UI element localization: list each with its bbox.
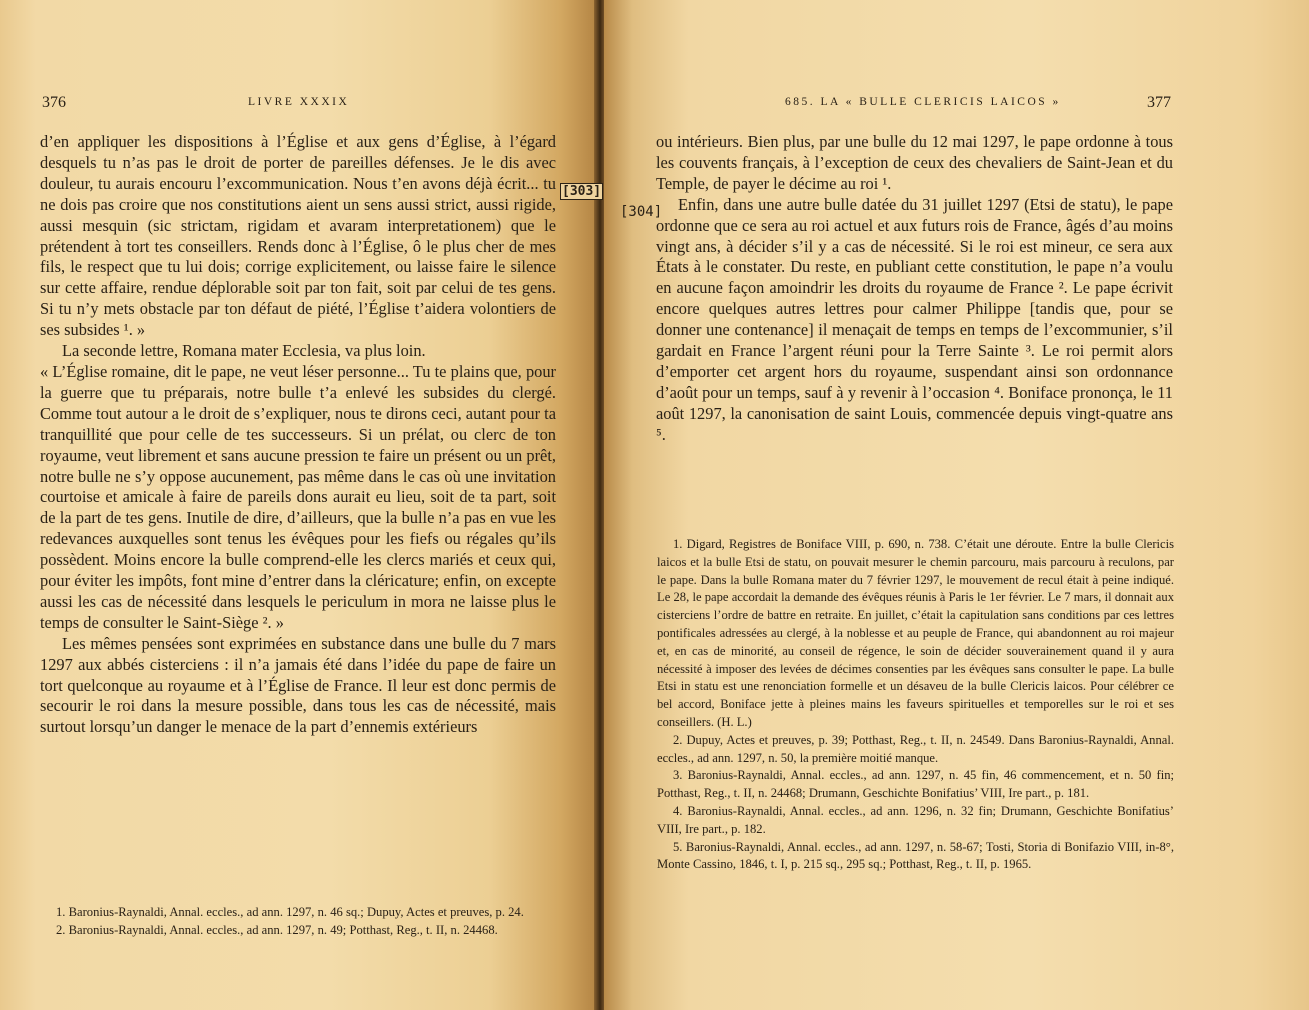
- footnote: 3. Baronius-Raynaldi, Annal. eccles., ad ann. 1297, n. 45 fin, 46 commencement, et n. 50 fin; Potthast, Reg., t. II, n. 24468; Drumann, Geschichte Bonifatius’ VIII, Ire part., p. 181.: [657, 768, 1174, 801]
- footnote: 1. Baronius-Raynaldi, Annal. eccles., ad ann. 1297, n. 46 sq.; Dupuy, Actes et preuves, p. 24.: [56, 905, 524, 919]
- footnote: 1. Digard, Registres de Boniface VIII, p. 690, n. 738. C’était une déroute. Entre la bulle Clericis laicos et la bulle Etsi de statu, on pouvait mesurer le chemin parcouru, mais parcouru à reculons, par le pape. Dans la bulle Romana mater du 7 février 1297, le mouvement de recul était à peine indiqué. Le 28, le pape accordait la demande des évêques réunis à Paris le 1er février. Le 7 mars, il donnait aux cisterciens l’ordre de battre en retraite. En juillet, c’était la capitulation sans conditions par ces lettres pontificales adressées au clergé, à la noblesse et au peuple de France, qui abandonnent au roi majeur et, en cas de minorité, au conseil de régence, le soin de décider souverainement quand il y aura nécessité à imposer des levées de décimes consenties par les évêques sans consulter le pape. La bulle Etsi in statu est une renonciation formelle et un désaveu de la bulle Clericis laicos. Pour célébrer ce bel accord, Boniface jette à pleines mains les faveurs spirituelles et temporelles sur le roi et ses conseillers. (H. L.): [657, 537, 1174, 729]
- footnote: 2. Baronius-Raynaldi, Annal. eccles., ad ann. 1297, n. 49; Potthast, Reg., t. II, n. 24468.: [56, 922, 498, 937]
- margin-marker: [304]: [620, 204, 663, 220]
- paragraph: « L’Église romaine, dit le pape, ne veut léser personne... Tu te plains que, pour la guerre que tu préparais, notre bulle t’a enlevé les subsides du clergé. Comme tout autour a le droit de s’expliquer, nous te dirons ceci, autant pour ta tranquillité que pour celle de tes successeurs. Si un prélat, ou clerc de ton royaume, veut librement et sans aucune pression te faire un présent ou un prêt, notre bulle ne s’y oppose aucunement, pas même dans le cas où une invitation courtoise et amicale à faire de pareils dons aurait eu lieu, soit de ta part, soit de la part de tes gens. Inutile de dire, d’ailleurs, que la bulle n’a pas en vue les redevances auxquelles sont tenus les évêques pour les fiefs ou régales qu’ils possèdent. Moins encore la bulle comprend-elle les clercs mariés et ceux qui, pour éviter les impôts, font mine d’entrer dans la cléricature; enfin, on excepte aussi les cas de nécessité dans lesquels le periculum in mora ne laisse plus le temps de consulter le Saint-Siège ². »: [40, 361, 556, 632]
- margin-marker: [303]: [562, 184, 602, 199]
- paragraph: La seconde lettre, Romana mater Ecclesia, va plus loin.: [62, 341, 426, 361]
- paragraph: d’en appliquer les dispositions à l’Église et aux gens d’Église, à l’égard desquels tu n’as pas le droit de porter de pareilles défenses. Je le dis avec douleur, tu aurais encouru l’excommunication. Nous t’en avons déjà écrit... tu ne dois pas croire que nos constitutions aient un sens aussi strict, aussi rigide, aussi mesquin (sic strictam, rigidam et avaram interpretationem) que le prétendent à tort tes conseillers. Rends donc à l’Église, ô le plus cher de mes fils, le respect que tu lui dois; corrige explicitement, ou laisse faire le silence sur cette affaire, rendue déplorable soit par ton fait, soit par celui de tes gens. Si tu n’y mets obstacle par ton défaut de piété, l’Église t’aidera volontiers de ses subsides ¹. »: [40, 132, 556, 340]
- footnotes: [40, 904, 550, 940]
- paragraph: Les mêmes pensées sont exprimées en substance dans une bulle du 7 mars 1297 aux abbés cisterciens : il n’a jamais été dans l’idée du pape de faire un tort quelconque au royaume et à l’Église de France. Il leur est donc permis de secourir le roi dans la mesure possible, dans tous les cas de nécessité, mais surtout lorsqu’un danger le menace de la part d’ennemis extérieurs: [40, 633, 556, 737]
- page-number: 377: [1147, 94, 1171, 111]
- paragraph: Enfin, dans une autre bulle datée du 31 juillet 1297 (Etsi de statu), le pape ordonne que ce sera au roi actuel et aux futurs rois de France, âgés d’au moins vingt ans, à décider s’il y a cas de nécessité. Si le roi est mineur, ce sera aux États à le constater. Du reste, en publiant cette constitution, le pape n’a voulu en aucune façon amoindrir les droits du royaume de France ². Le pape écrivit encore quelques autres lettres pour calmer Philippe [tandis que, pour se donner une contenance] il menaçait de temps en temps de l’excommunier, s’il gardait en France l’argent réuni pour la Terre Sainte ³. Le roi permit alors d’emporter cet argent hors du royaume, suspendant ainsi son ordonnance d’août pour un temps, sauf à y revenir à l’occasion ⁴. Boniface prononça, le 11 août 1297, la canonisation de saint Louis, commencée depuis vingt-quatre ans ⁵.: [656, 194, 1173, 444]
- footnote: 5. Baronius-Raynaldi, Annal. eccles., ad ann. 1297, n. 58-67; Tosti, Storia di Bonifazio VIII, in-8°, Monte Cassino, 1846, t. I, p. 215 sq., 295 sq.; Potthast, Reg., t. II, p. 1965.: [657, 839, 1174, 872]
- running-head: 685. LA « BULLE CLERICIS LAICOS »: [785, 96, 1061, 108]
- footnotes: [657, 536, 1174, 874]
- body-text: [40, 132, 556, 738]
- running-head: LIVRE XXXIX: [248, 96, 350, 108]
- right-page: [604, 0, 1309, 1010]
- footnote: 2. Dupuy, Actes et preuves, p. 39; Potthast, Reg., t. II, n. 24549. Dans Baronius-Raynaldi, Annal. eccles., ad ann. 1297, n. 50, la première moitié manque.: [657, 732, 1174, 765]
- page-number: 376: [42, 94, 66, 111]
- body-text: [656, 132, 1173, 446]
- paragraph: ou intérieurs. Bien plus, par une bulle du 12 mai 1297, le pape ordonne à tous les couvents français, à l’exception de ceux des chevaliers de Saint-Jean et du Temple, de payer le décime au roi ¹.: [656, 132, 1173, 193]
- footnote: 4. Baronius-Raynaldi, Annal. eccles., ad ann. 1296, n. 32 fin; Drumann, Geschichte Bonifatius’ VIII, Ire part., p. 182.: [657, 803, 1174, 836]
- left-page: [0, 0, 596, 1010]
